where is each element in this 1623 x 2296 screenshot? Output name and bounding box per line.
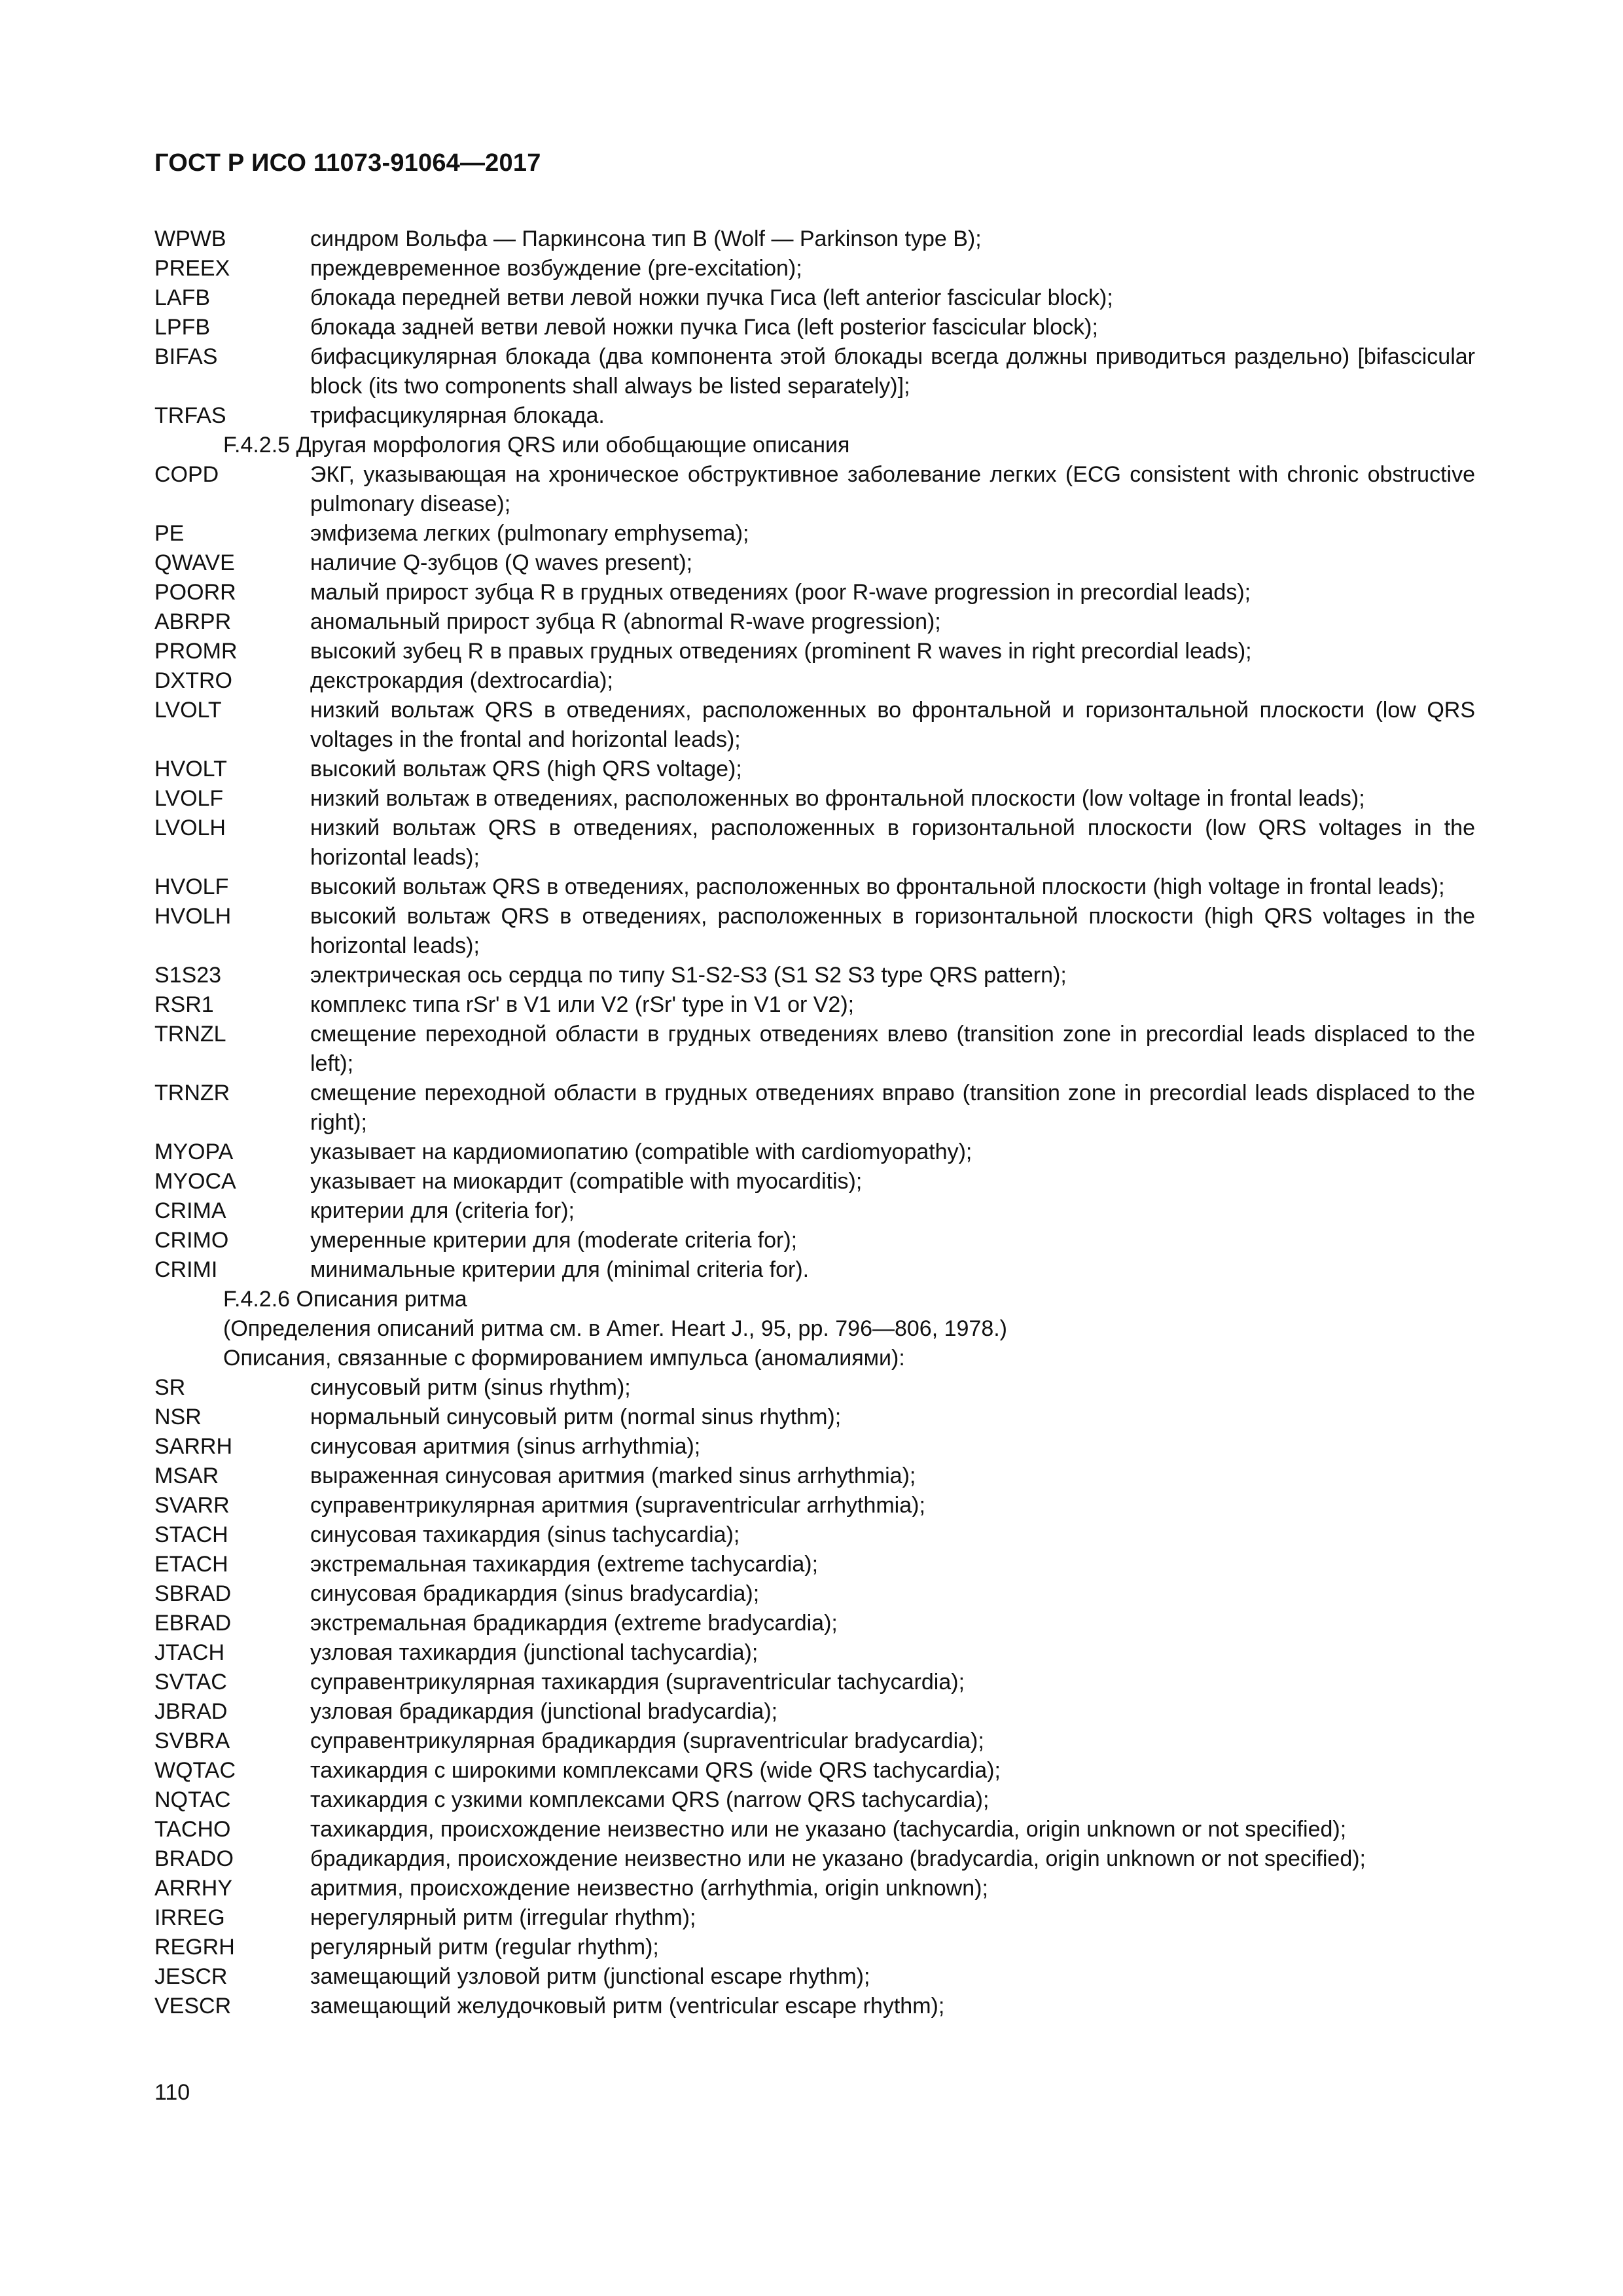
abbreviation-code: PREEX — [154, 256, 230, 281]
abbreviation-code: PE — [154, 521, 185, 546]
abbreviation-entry — [154, 1638, 1475, 1668]
abbreviation-entry — [154, 224, 1475, 254]
abbreviation-code: HVOLH — [154, 904, 232, 929]
abbreviation-entry — [154, 401, 1475, 431]
abbreviation-entry — [154, 1609, 1475, 1638]
abbreviation-code: LPFB — [154, 315, 211, 340]
abbreviation-code: SBRAD — [154, 1581, 232, 1606]
abbreviation-code: TRFAS — [154, 403, 226, 428]
abbreviation-description: минимальные критерии для (minimal criteria for). — [310, 1257, 810, 1282]
abbreviation-entry — [154, 696, 1475, 755]
abbreviation-entry — [154, 1403, 1475, 1432]
abbreviation-description: электрическая ось сердца по типу S1-S2-S3 (S1 S2 S3 type QRS pattern); — [310, 963, 1067, 988]
abbreviation-entry — [154, 1226, 1475, 1255]
abbreviation-code: ARRHY — [154, 1876, 233, 1901]
abbreviation-description: суправентрикулярная брадикардия (supraventricular bradycardia); — [310, 1729, 984, 1753]
abbreviation-description: синусовая тахикардия (sinus tachycardia); — [310, 1522, 740, 1547]
abbreviation-code: QWAVE — [154, 550, 235, 575]
abbreviation-description: брадикардия, происхождение неизвестно или не указано (bradycardia, origin unknown or not specified); — [310, 1846, 1366, 1871]
abbreviation-entry — [154, 814, 1475, 872]
abbreviation-entry — [154, 254, 1475, 283]
abbreviation-entry — [154, 578, 1475, 607]
abbreviation-list — [154, 224, 1475, 2021]
abbreviation-description: низкий вольтаж в отведениях, расположенных во фронтальной плоскости (low voltage in frontal leads); — [310, 786, 1365, 811]
abbreviation-description: высокий вольтаж QRS в отведениях, расположенных во фронтальной плоскости (high voltage in frontal leads); — [310, 874, 1445, 899]
abbreviation-code: SVBRA — [154, 1729, 230, 1753]
abbreviation-code: TACHO — [154, 1817, 231, 1842]
abbreviation-entry — [154, 755, 1475, 784]
abbreviation-entry — [154, 313, 1475, 342]
abbreviation-description: высокий вольтаж QRS (high QRS voltage); — [310, 757, 742, 781]
abbreviation-code: COPD — [154, 462, 219, 487]
abbreviation-description: эмфизема легких (pulmonary emphysema); — [310, 521, 749, 546]
abbreviation-description: бифасцикулярная блокада (два компонента этой блокады всегда должны приводиться раздельно) [bifascicular block (its two components shall always be listed separately)]; — [310, 344, 1475, 399]
abbreviation-code: POORR — [154, 580, 236, 605]
abbreviation-code: CRIMI — [154, 1257, 218, 1282]
abbreviation-entry — [154, 1903, 1475, 1933]
abbreviation-code: REGRH — [154, 1935, 235, 1960]
abbreviation-entry — [154, 342, 1475, 401]
abbreviation-code: DXTRO — [154, 668, 232, 693]
abbreviation-code: TRNZL — [154, 1022, 226, 1047]
abbreviation-entry — [154, 1255, 1475, 1285]
section-subheading: Описания, связанные с формированием импульса (аномалиями): — [223, 1346, 905, 1371]
abbreviation-description: синусовый ритм (sinus rhythm); — [310, 1375, 631, 1400]
abbreviation-entry — [154, 1520, 1475, 1550]
abbreviation-entry — [154, 607, 1475, 637]
abbreviation-description: указывает на кардиомиопатию (compatible with cardiomyopathy); — [310, 1139, 972, 1164]
abbreviation-code: BRADO — [154, 1846, 234, 1871]
abbreviation-code: JTACH — [154, 1640, 225, 1665]
document-header: ГОСТ Р ИСО 11073-91064—2017 — [154, 149, 541, 177]
abbreviation-description: регулярный ритм (regular rhythm); — [310, 1935, 659, 1960]
abbreviation-description: преждевременное возбуждение (pre-excitation); — [310, 256, 802, 281]
abbreviation-code: NQTAC — [154, 1787, 231, 1812]
abbreviation-description: малый прирост зубца R в грудных отведениях (poor R-wave progression in precordial leads); — [310, 580, 1251, 605]
abbreviation-code: SVTAC — [154, 1670, 227, 1695]
abbreviation-description: низкий вольтаж QRS в отведениях, расположенных в горизонтальной плоскости (low QRS voltages in the horizontal leads); — [310, 816, 1475, 870]
abbreviation-code: BIFAS — [154, 344, 218, 369]
abbreviation-entry — [154, 1020, 1475, 1079]
abbreviation-code: CRIMA — [154, 1198, 226, 1223]
abbreviation-description: умеренные критерии для (moderate criteria for); — [310, 1228, 798, 1253]
abbreviation-description: узловая брадикардия (junctional bradycardia); — [310, 1699, 778, 1724]
abbreviation-description: высокий вольтаж QRS в отведениях, расположенных в горизонтальной плоскости (high QRS voltages in the horizontal leads); — [310, 904, 1475, 958]
abbreviation-description: смещение переходной области в грудных отведениях вправо (transition zone in precordial leads displaced to the right); — [310, 1081, 1475, 1135]
abbreviation-description: блокада передней ветви левой ножки пучка Гиса (left anterior fascicular block); — [310, 285, 1113, 310]
abbreviation-entry — [154, 784, 1475, 814]
abbreviation-description: комплекс типа rSr' в V1 или V2 (rSr' type in V1 or V2); — [310, 992, 855, 1017]
abbreviation-entry — [154, 637, 1475, 666]
abbreviation-description: аритмия, происхождение неизвестно (arrhythmia, origin unknown); — [310, 1876, 988, 1901]
abbreviation-description: блокада задней ветви левой ножки пучка Гиса (left posterior fascicular block); — [310, 315, 1098, 340]
abbreviation-description: нерегулярный ритм (irregular rhythm); — [310, 1905, 696, 1930]
abbreviation-description: высокий зубец R в правых грудных отведениях (prominent R waves in right precordial leads); — [310, 639, 1252, 664]
abbreviation-description: суправентрикулярная тахикардия (supraventricular tachycardia); — [310, 1670, 965, 1695]
abbreviation-entry — [154, 1785, 1475, 1815]
abbreviation-description: декстрокардия (dextrocardia); — [310, 668, 613, 693]
abbreviation-entry — [154, 1933, 1475, 1962]
abbreviation-entry — [154, 1727, 1475, 1756]
abbreviation-description: замещающий желудочковый ритм (ventricular escape rhythm); — [310, 1994, 945, 2018]
abbreviation-description: ЭКГ, указывающая на хроническое обструктивное заболевание легких (ECG consistent with chronic obstructive pulmonary disease); — [310, 462, 1475, 516]
abbreviation-code: CRIMO — [154, 1228, 229, 1253]
abbreviation-description: тахикардия, происхождение неизвестно или не указано (tachycardia, origin unknown or not specified); — [310, 1817, 1347, 1842]
abbreviation-entry — [154, 1697, 1475, 1727]
abbreviation-entry — [154, 902, 1475, 961]
abbreviation-code: TRNZR — [154, 1081, 230, 1105]
abbreviation-entry — [154, 1373, 1475, 1403]
abbreviation-code: RSR1 — [154, 992, 214, 1017]
abbreviation-entry — [154, 1874, 1475, 1903]
abbreviation-code: PROMR — [154, 639, 238, 664]
abbreviation-code: S1S23 — [154, 963, 222, 988]
abbreviation-description: синдром Вольфа — Паркинсона тип B (Wolf — Parkinson type B); — [310, 226, 982, 251]
abbreviation-entry — [154, 1962, 1475, 1992]
abbreviation-code: ETACH — [154, 1552, 228, 1577]
abbreviation-entry — [154, 1992, 1475, 2021]
abbreviation-description: критерии для (criteria for); — [310, 1198, 575, 1223]
abbreviation-code: JBRAD — [154, 1699, 228, 1724]
abbreviation-entry — [154, 1462, 1475, 1491]
abbreviation-description: смещение переходной области в грудных отведениях влево (transition zone in precordial leads displaced to the left); — [310, 1022, 1475, 1076]
abbreviation-entry — [154, 548, 1475, 578]
abbreviation-code: WPWB — [154, 226, 226, 251]
abbreviation-code: LVOLT — [154, 698, 222, 723]
abbreviation-description: тахикардия с узкими комплексами QRS (narrow QRS tachycardia); — [310, 1787, 990, 1812]
abbreviation-code: MSAR — [154, 1463, 219, 1488]
abbreviation-entry — [154, 1167, 1475, 1196]
abbreviation-code: SR — [154, 1375, 186, 1400]
abbreviation-code: SARRH — [154, 1434, 233, 1459]
abbreviation-description: выраженная синусовая аритмия (marked sinus arrhythmia); — [310, 1463, 916, 1488]
abbreviation-code: LAFB — [154, 285, 211, 310]
abbreviation-entry — [154, 961, 1475, 990]
abbreviation-entry — [154, 1550, 1475, 1579]
abbreviation-entry — [154, 872, 1475, 902]
abbreviation-entry — [154, 1196, 1475, 1226]
abbreviation-entry — [154, 1138, 1475, 1167]
section-subheading: F.4.2.6 Описания ритма — [223, 1287, 467, 1312]
abbreviation-entry — [154, 1491, 1475, 1520]
abbreviation-entry — [154, 283, 1475, 313]
abbreviation-entry — [154, 1815, 1475, 1844]
abbreviation-description: аномальный прирост зубца R (abnormal R-wave progression); — [310, 609, 941, 634]
abbreviation-description: указывает на миокардит (compatible with myocarditis); — [310, 1169, 863, 1194]
abbreviation-code: HVOLT — [154, 757, 227, 781]
abbreviation-description: суправентрикулярная аритмия (supraventricular arrhythmia); — [310, 1493, 925, 1518]
abbreviation-description: низкий вольтаж QRS в отведениях, расположенных во фронтальной и горизонтальной плоскости (low QRS voltages in the frontal and horizontal leads); — [310, 698, 1475, 752]
abbreviation-description: трифасцикулярная блокада. — [310, 403, 605, 428]
abbreviation-code: NSR — [154, 1405, 202, 1429]
abbreviation-code: SVARR — [154, 1493, 230, 1518]
abbreviation-description: синусовая брадикардия (sinus bradycardia); — [310, 1581, 760, 1606]
abbreviation-code: IRREG — [154, 1905, 225, 1930]
abbreviation-code: HVOLF — [154, 874, 229, 899]
abbreviation-entry — [154, 1432, 1475, 1462]
abbreviation-entry — [154, 1668, 1475, 1697]
abbreviation-description: наличие Q-зубцов (Q waves present); — [310, 550, 693, 575]
abbreviation-description: тахикардия с широкими комплексами QRS (wide QRS tachycardia); — [310, 1758, 1001, 1783]
abbreviation-description: замещающий узловой ритм (junctional escape rhythm); — [310, 1964, 870, 1989]
abbreviation-entry — [154, 1756, 1475, 1785]
abbreviation-entry — [154, 1579, 1475, 1609]
abbreviation-code: STACH — [154, 1522, 228, 1547]
abbreviation-description: нормальный синусовый ритм (normal sinus rhythm); — [310, 1405, 842, 1429]
abbreviation-code: LVOLH — [154, 816, 226, 840]
abbreviation-description: синусовая аритмия (sinus arrhythmia); — [310, 1434, 701, 1459]
abbreviation-description: экстремальная тахикардия (extreme tachycardia); — [310, 1552, 819, 1577]
abbreviation-code: MYOCA — [154, 1169, 236, 1194]
abbreviation-code: WQTAC — [154, 1758, 236, 1783]
abbreviation-code: JESCR — [154, 1964, 228, 1989]
abbreviation-code: ABRPR — [154, 609, 232, 634]
abbreviation-entry — [154, 460, 1475, 519]
abbreviation-description: экстремальная брадикардия (extreme bradycardia); — [310, 1611, 838, 1636]
abbreviation-entry — [154, 1079, 1475, 1138]
section-subheading: (Определения описаний ритма см. в Amer. Heart J., 95, pp. 796—806, 1978.) — [223, 1316, 1008, 1341]
abbreviation-code: EBRAD — [154, 1611, 232, 1636]
abbreviation-entry — [154, 666, 1475, 696]
abbreviation-code: VESCR — [154, 1994, 232, 2018]
abbreviation-entry — [154, 1844, 1475, 1874]
abbreviation-code: LVOLF — [154, 786, 224, 811]
abbreviation-code: MYOPA — [154, 1139, 234, 1164]
abbreviation-entry — [154, 990, 1475, 1020]
page-number: 110 — [154, 2080, 190, 2105]
section-subheading: F.4.2.5 Другая морфология QRS или обобщающие описания — [223, 433, 850, 457]
abbreviation-entry — [154, 519, 1475, 548]
abbreviation-description: узловая тахикардия (junctional tachycardia); — [310, 1640, 758, 1665]
